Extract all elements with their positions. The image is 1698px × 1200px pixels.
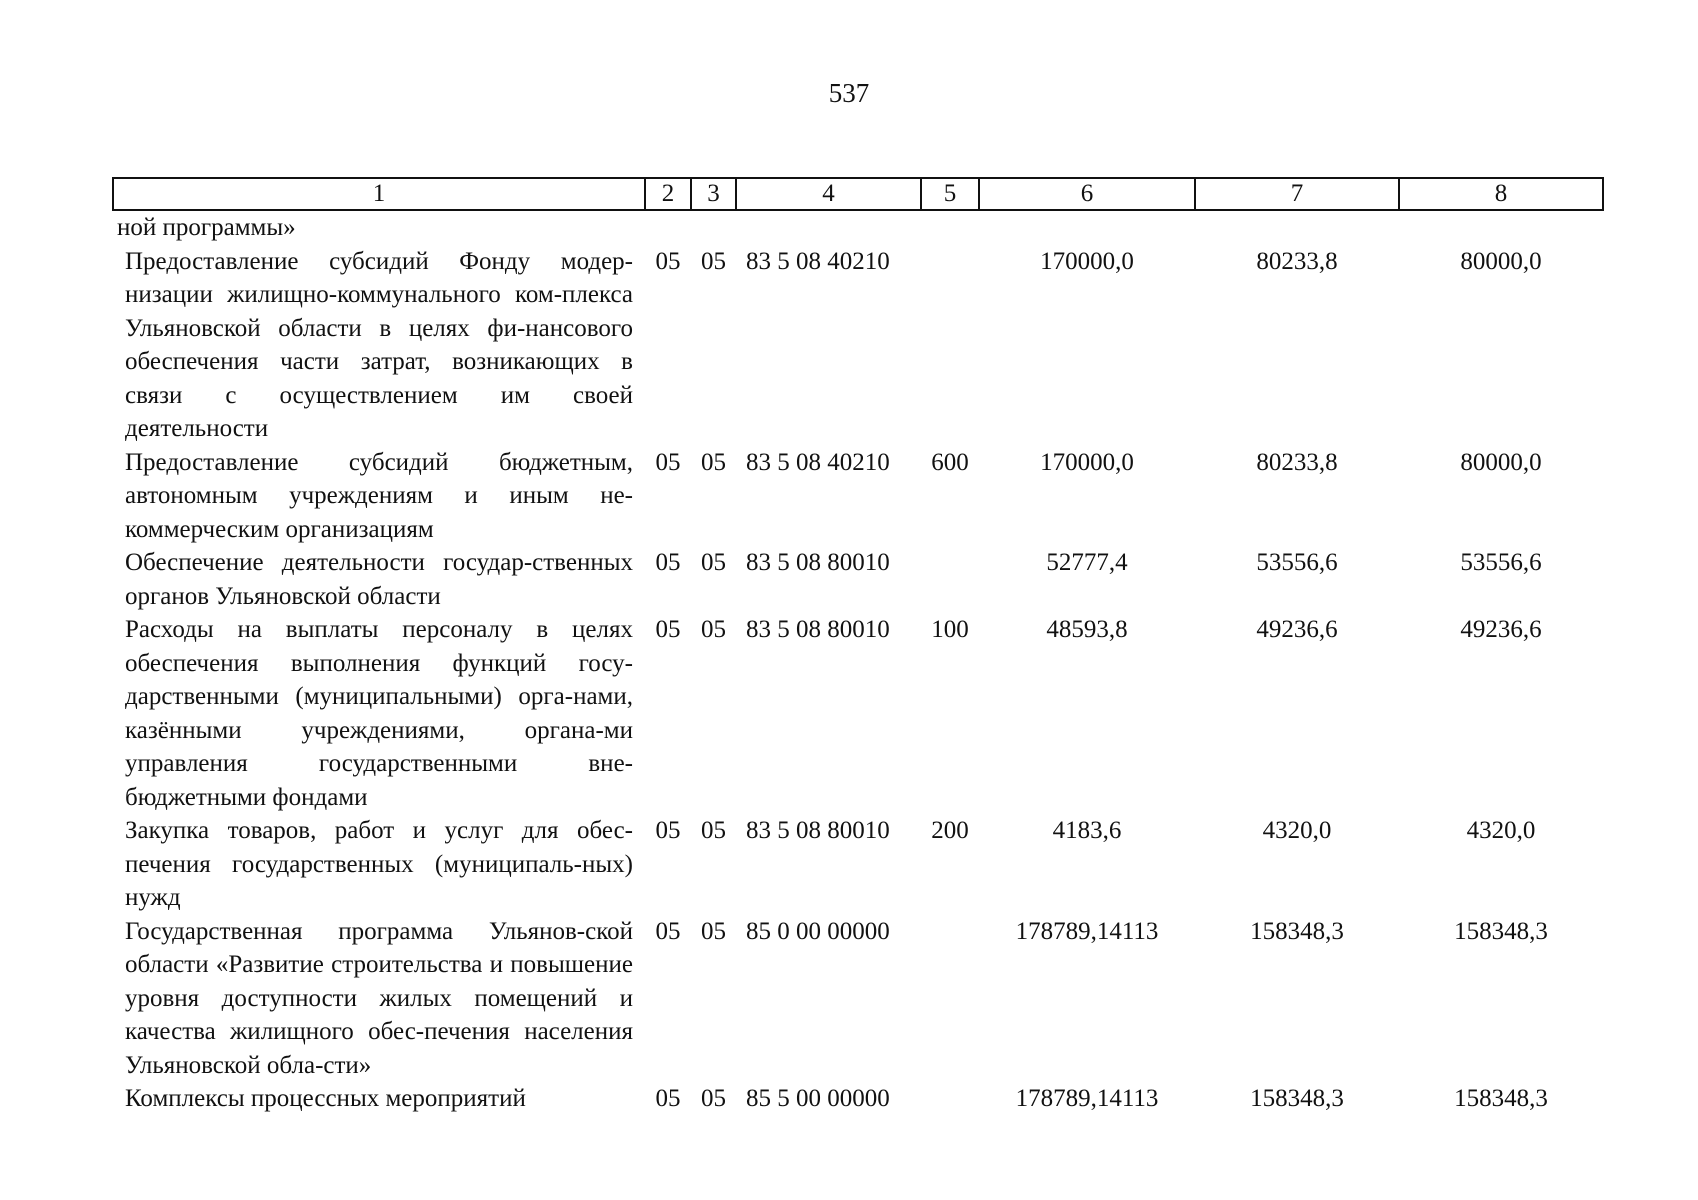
table-row [113,915,1603,1083]
header-col-2: 2 [645,178,691,210]
row-section: 05 [655,247,681,275]
budget-table [112,177,1604,1116]
row-amount-year2: 53556,6 [1256,549,1338,576]
table-row [113,613,1603,814]
row-amount-year3: 158348,3 [1454,1085,1548,1112]
table-row [113,1082,1603,1116]
row-description: Предоставление субсидий бюджетным, автономным учреждениям и иным не-коммерческим организациям [125,448,633,543]
row-amount-year3: 80000,0 [1460,448,1542,476]
row-description: Комплексы процессных мероприятий [125,1085,526,1112]
header-row [113,178,1603,210]
row-target-code: 85 0 00 00000 [746,917,890,945]
row-amount-year1: 178789,14113 [1015,917,1159,945]
row-amount-year3 [1399,210,1603,245]
row-amount-year3: 53556,6 [1460,549,1542,576]
row-description: Закупка товаров, работ и услуг для обес-печения государственных (муниципаль-ных) нужд [125,817,633,911]
row-expense-type: 600 [931,448,969,476]
header-col-6: 6 [979,178,1195,210]
row-description: Предоставление субсидий Фонду модер-низации жилищно-коммунального ком-плекса Ульяновской области в целях фи-нансового обеспечения части затрат, возникающих в связи с осуществлением им своей деятельности [125,247,633,442]
row-description: ной программы» [117,214,296,241]
row-expense-type [921,546,979,613]
row-amount-year1: 4183,6 [1052,817,1122,844]
row-target-code [736,210,921,245]
row-section: 05 [655,917,681,945]
row-section: 05 [655,616,681,643]
row-amount-year3: 49236,6 [1460,616,1542,643]
header-col-4: 4 [736,178,921,210]
row-amount-year2: 158348,3 [1250,1085,1344,1112]
header-col-3: 3 [691,178,736,210]
row-section [645,210,691,245]
row-target-code: 83 5 08 80010 [746,817,890,844]
row-section: 05 [655,448,681,476]
row-amount-year1: 52777,4 [1046,549,1128,576]
row-amount-year1: 170000,0 [1040,247,1134,275]
row-description: Расходы на выплаты персоналу в целях обеспечения выполнения функций госу-дарственными (муниципальными) орга-нами, казёнными учреждениями, органа-ми управления государственными вне-бюджетными фондами [125,616,633,811]
row-expense-type: 100 [931,616,969,643]
row-amount-year3: 158348,3 [1454,917,1548,945]
row-amount-year3: 80000,0 [1460,247,1542,275]
row-expense-type [921,1082,979,1116]
row-section: 05 [655,549,681,576]
row-expense-type [921,915,979,1083]
row-subsection: 05 [701,1085,726,1112]
header-col-1: 1 [113,178,645,210]
row-amount-year1: 48593,8 [1046,616,1128,643]
table-row [113,446,1603,547]
row-amount-year2: 80233,8 [1256,448,1338,476]
row-target-code: 83 5 08 80010 [746,549,890,576]
row-amount-year2: 80233,8 [1256,247,1338,275]
row-section: 05 [655,817,681,844]
header-col-5: 5 [921,178,979,210]
row-subsection: 05 [701,917,726,945]
budget-table-container [112,177,1602,1116]
row-subsection [691,210,736,245]
table-row [113,245,1603,446]
row-description: Государственная программа Ульянов-ской области «Развитие строительства и повышение уровня доступности жилых помещений и качества жилищного обес-печения населения Ульяновской обла-сти» [125,917,633,1079]
row-amount-year1: 178789,14113 [1015,1085,1159,1112]
row-amount-year3: 4320,0 [1466,817,1536,844]
row-subsection: 05 [701,817,726,844]
row-description: Обеспечение деятельности государ-ственных органов Ульяновской области [125,549,633,610]
row-amount-year2: 158348,3 [1250,917,1344,945]
row-subsection: 05 [701,616,726,643]
row-target-code: 83 5 08 40210 [746,247,890,275]
row-amount-year2 [1195,210,1399,245]
header-col-7: 7 [1195,178,1399,210]
row-amount-year1: 170000,0 [1040,448,1134,476]
row-amount-year1 [979,210,1195,245]
row-expense-type [921,210,979,245]
row-target-code: 83 5 08 80010 [746,616,890,643]
header-col-8: 8 [1399,178,1603,210]
page-number: 537 [828,78,870,108]
row-amount-year2: 4320,0 [1262,817,1332,844]
row-section: 05 [655,1085,681,1112]
row-subsection: 05 [701,247,726,275]
row-expense-type [921,245,979,446]
row-target-code: 83 5 08 40210 [746,448,890,476]
row-amount-year2: 49236,6 [1256,616,1338,643]
row-subsection: 05 [701,448,726,476]
row-target-code: 85 5 00 00000 [746,1085,890,1112]
row-expense-type: 200 [931,817,969,844]
table-row [113,814,1603,915]
table-row [113,546,1603,613]
table-row [113,210,1603,245]
row-subsection: 05 [701,549,726,576]
